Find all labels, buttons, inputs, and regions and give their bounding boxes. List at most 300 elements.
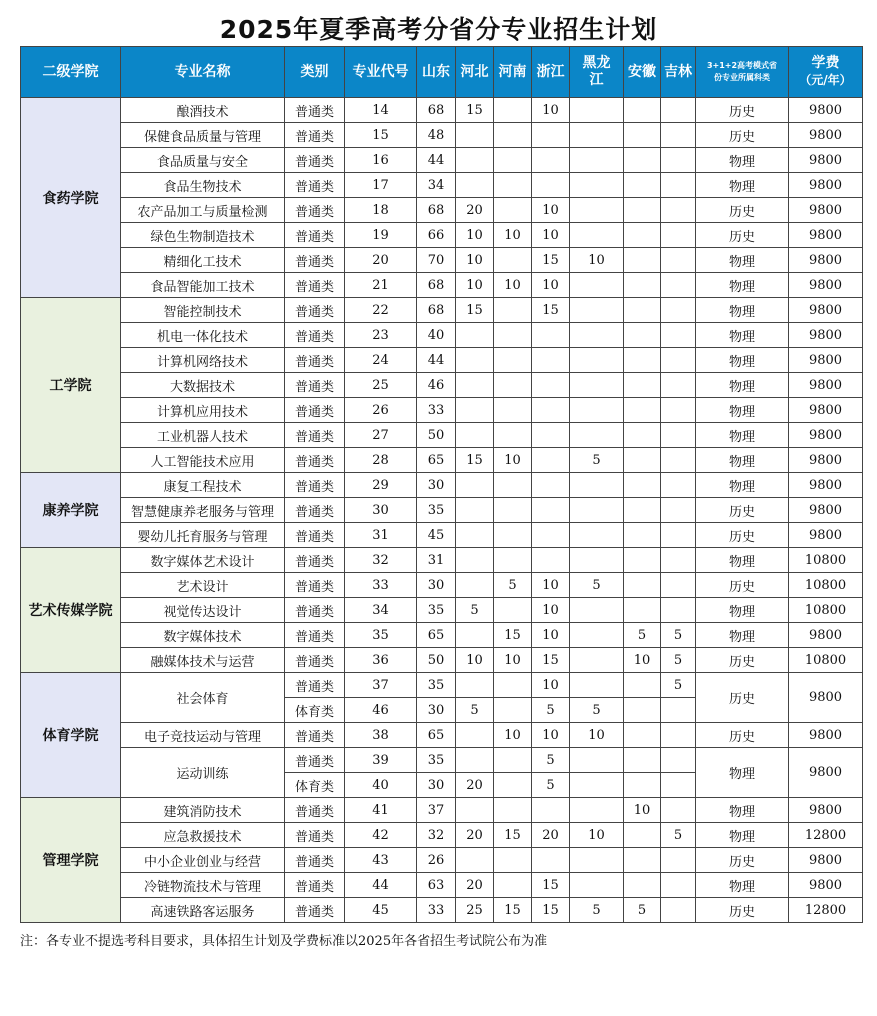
- subject-category: 物理: [696, 348, 789, 373]
- cell-zhejiang: 10: [532, 198, 570, 223]
- subject-category: 物理: [696, 748, 789, 798]
- header-heilongjiang-line1: 黑龙: [582, 55, 611, 71]
- subject-category: 历史: [696, 123, 789, 148]
- cell-zhejiang: [532, 123, 570, 148]
- cell-type: 体育类: [285, 773, 345, 798]
- tuition-fee: 10800: [789, 548, 863, 573]
- tuition-fee: 9800: [789, 498, 863, 523]
- subject-category: 物理: [696, 873, 789, 898]
- cell-type: 普通类: [285, 148, 345, 173]
- cell-shandong: 68: [417, 273, 456, 298]
- cell-shandong: 30: [417, 473, 456, 498]
- cell-zhejiang: [532, 848, 570, 873]
- cell-anhui: [624, 123, 661, 148]
- cell-heilongjiang: [570, 198, 624, 223]
- cell-zhejiang: 10: [532, 223, 570, 248]
- cell-anhui: [624, 148, 661, 173]
- cell-heilongjiang: [570, 348, 624, 373]
- subject-category: 物理: [696, 373, 789, 398]
- cell-henan: [494, 398, 532, 423]
- cell-zhejiang: [532, 798, 570, 823]
- cell-heilongjiang: [570, 748, 624, 773]
- cell-type: 普通类: [285, 123, 345, 148]
- cell-anhui: [624, 223, 661, 248]
- subject-category: 物理: [696, 823, 789, 848]
- cell-hebei: 5: [456, 598, 494, 623]
- tuition-fee: 9800: [789, 673, 863, 723]
- footnote: 注：各专业不提选考科目要求，具体招生计划及学费标准以2025年各省招生考试院公布为准: [20, 934, 548, 949]
- subject-category: 物理: [696, 598, 789, 623]
- cell-hebei: [456, 423, 494, 448]
- cell-type: 普通类: [285, 823, 345, 848]
- cell-shandong: 30: [417, 698, 456, 723]
- major-name: 高速铁路客运服务: [121, 898, 285, 923]
- cell-henan: [494, 423, 532, 448]
- cell-heilongjiang: [570, 473, 624, 498]
- cell-heilongjiang: [570, 623, 624, 648]
- table-row: [21, 398, 863, 423]
- cell-type: 普通类: [285, 598, 345, 623]
- cell-type: 普通类: [285, 323, 345, 348]
- cell-heilongjiang: [570, 273, 624, 298]
- cell-jilin: [661, 98, 696, 123]
- cell-heilongjiang: [570, 548, 624, 573]
- header-college: 二级学院: [21, 47, 121, 98]
- cell-shandong: 65: [417, 623, 456, 648]
- cell-jilin: [661, 198, 696, 223]
- cell-jilin: [661, 323, 696, 348]
- cell-jilin: [661, 848, 696, 873]
- cell-hebei: 20: [456, 773, 494, 798]
- table-body: [21, 98, 863, 923]
- cell-code: 22: [345, 298, 417, 323]
- major-name: 酿酒技术: [121, 98, 285, 123]
- cell-hebei: [456, 748, 494, 773]
- cell-hebei: 25: [456, 898, 494, 923]
- cell-zhejiang: 10: [532, 98, 570, 123]
- cell-shandong: 33: [417, 398, 456, 423]
- tuition-fee: 9800: [789, 473, 863, 498]
- cell-code: 16: [345, 148, 417, 173]
- major-name: 冷链物流技术与管理: [121, 873, 285, 898]
- cell-henan: 10: [494, 223, 532, 248]
- table-row: [21, 98, 863, 123]
- cell-heilongjiang: [570, 123, 624, 148]
- cell-henan: [494, 673, 532, 698]
- cell-zhejiang: [532, 473, 570, 498]
- subject-category: 历史: [696, 673, 789, 723]
- cell-jilin: [661, 173, 696, 198]
- header-subject-line1: 3+1+2高考模式省: [706, 61, 778, 70]
- tuition-fee: 9800: [789, 248, 863, 273]
- cell-hebei: 10: [456, 648, 494, 673]
- table-row: [21, 873, 863, 898]
- subject-category: 历史: [696, 898, 789, 923]
- cell-jilin: [661, 598, 696, 623]
- cell-code: 15: [345, 123, 417, 148]
- major-name: 智慧健康养老服务与管理: [121, 498, 285, 523]
- cell-anhui: [624, 673, 661, 698]
- subject-category: 物理: [696, 473, 789, 498]
- cell-hebei: 15: [456, 448, 494, 473]
- major-name: 食品质量与安全: [121, 148, 285, 173]
- header-subject-line2: 份专业所属科类: [714, 73, 770, 82]
- cell-code: 14: [345, 98, 417, 123]
- cell-hebei: [456, 848, 494, 873]
- cell-code: 27: [345, 423, 417, 448]
- cell-hebei: [456, 673, 494, 698]
- cell-type: 普通类: [285, 223, 345, 248]
- cell-anhui: [624, 598, 661, 623]
- table-row: [21, 848, 863, 873]
- cell-type: 普通类: [285, 548, 345, 573]
- cell-code: 29: [345, 473, 417, 498]
- cell-type: 普通类: [285, 798, 345, 823]
- cell-hebei: 10: [456, 248, 494, 273]
- cell-hebei: [456, 123, 494, 148]
- major-name: 人工智能技术应用: [121, 448, 285, 473]
- header-zhejiang: 浙江: [532, 47, 570, 98]
- major-name: 食品智能加工技术: [121, 273, 285, 298]
- cell-jilin: [661, 873, 696, 898]
- cell-heilongjiang: [570, 98, 624, 123]
- cell-zhejiang: 10: [532, 623, 570, 648]
- major-name: 视觉传达设计: [121, 598, 285, 623]
- cell-heilongjiang: [570, 298, 624, 323]
- cell-type: 普通类: [285, 373, 345, 398]
- cell-hebei: 20: [456, 823, 494, 848]
- cell-henan: [494, 598, 532, 623]
- cell-jilin: [661, 548, 696, 573]
- cell-zhejiang: 15: [532, 248, 570, 273]
- cell-anhui: [624, 448, 661, 473]
- cell-zhejiang: [532, 523, 570, 548]
- tuition-fee: 9800: [789, 848, 863, 873]
- cell-hebei: [456, 323, 494, 348]
- cell-anhui: [624, 398, 661, 423]
- cell-anhui: [624, 548, 661, 573]
- subject-category: 历史: [696, 648, 789, 673]
- cell-code: 43: [345, 848, 417, 873]
- subject-category: 历史: [696, 723, 789, 748]
- cell-jilin: 5: [661, 623, 696, 648]
- major-name: 应急救援技术: [121, 823, 285, 848]
- cell-jilin: [661, 448, 696, 473]
- cell-shandong: 50: [417, 423, 456, 448]
- tuition-fee: 9800: [789, 123, 863, 148]
- table-row: [21, 123, 863, 148]
- tuition-fee: 9800: [789, 423, 863, 448]
- major-name: 融媒体技术与运营: [121, 648, 285, 673]
- cell-anhui: 5: [624, 623, 661, 648]
- cell-jilin: [661, 798, 696, 823]
- table-row: [21, 173, 863, 198]
- subject-category: 物理: [696, 548, 789, 573]
- cell-zhejiang: [532, 148, 570, 173]
- cell-type: 普通类: [285, 448, 345, 473]
- cell-type: 普通类: [285, 648, 345, 673]
- cell-shandong: 30: [417, 773, 456, 798]
- cell-hebei: [456, 523, 494, 548]
- cell-jilin: [661, 723, 696, 748]
- cell-type: 普通类: [285, 873, 345, 898]
- header-major: 专业名称: [121, 47, 285, 98]
- cell-type: 普通类: [285, 498, 345, 523]
- subject-category: 历史: [696, 98, 789, 123]
- table-row: [21, 323, 863, 348]
- cell-henan: [494, 98, 532, 123]
- table-row: [21, 673, 863, 698]
- cell-henan: [494, 248, 532, 273]
- cell-henan: [494, 748, 532, 773]
- cell-henan: 15: [494, 898, 532, 923]
- cell-code: 23: [345, 323, 417, 348]
- subject-category: 物理: [696, 623, 789, 648]
- subject-category: 历史: [696, 523, 789, 548]
- cell-henan: 15: [494, 623, 532, 648]
- subject-category: 物理: [696, 148, 789, 173]
- cell-code: 24: [345, 348, 417, 373]
- cell-zhejiang: [532, 423, 570, 448]
- cell-hebei: 10: [456, 223, 494, 248]
- cell-code: 42: [345, 823, 417, 848]
- cell-shandong: 32: [417, 823, 456, 848]
- cell-jilin: [661, 523, 696, 548]
- cell-shandong: 68: [417, 198, 456, 223]
- cell-henan: 10: [494, 448, 532, 473]
- cell-zhejiang: 15: [532, 298, 570, 323]
- table-row: [21, 498, 863, 523]
- table-row: [21, 823, 863, 848]
- cell-shandong: 35: [417, 748, 456, 773]
- cell-type: 普通类: [285, 623, 345, 648]
- cell-type: 体育类: [285, 698, 345, 723]
- table-row: [21, 423, 863, 448]
- cell-henan: [494, 348, 532, 373]
- cell-hebei: [456, 498, 494, 523]
- cell-anhui: [624, 173, 661, 198]
- cell-hebei: [456, 548, 494, 573]
- tuition-fee: 9800: [789, 273, 863, 298]
- subject-category: 物理: [696, 323, 789, 348]
- cell-type: 普通类: [285, 848, 345, 873]
- cell-shandong: 35: [417, 673, 456, 698]
- cell-type: 普通类: [285, 473, 345, 498]
- cell-shandong: 26: [417, 848, 456, 873]
- subject-category: 历史: [696, 198, 789, 223]
- header-henan: 河南: [494, 47, 532, 98]
- cell-shandong: 65: [417, 448, 456, 473]
- table-row: [21, 523, 863, 548]
- tuition-fee: 9800: [789, 173, 863, 198]
- cell-shandong: 40: [417, 323, 456, 348]
- cell-henan: 15: [494, 823, 532, 848]
- header-shandong: 山东: [417, 47, 456, 98]
- tuition-fee: 10800: [789, 648, 863, 673]
- subject-category: 物理: [696, 798, 789, 823]
- cell-hebei: 15: [456, 98, 494, 123]
- cell-jilin: [661, 148, 696, 173]
- cell-heilongjiang: [570, 848, 624, 873]
- cell-hebei: [456, 623, 494, 648]
- cell-type: 普通类: [285, 523, 345, 548]
- cell-code: 44: [345, 873, 417, 898]
- cell-heilongjiang: [570, 373, 624, 398]
- cell-code: 36: [345, 648, 417, 673]
- cell-shandong: 44: [417, 148, 456, 173]
- cell-anhui: [624, 473, 661, 498]
- cell-heilongjiang: 5: [570, 698, 624, 723]
- cell-anhui: [624, 298, 661, 323]
- cell-anhui: 5: [624, 898, 661, 923]
- cell-shandong: 33: [417, 898, 456, 923]
- tuition-fee: 10800: [789, 598, 863, 623]
- major-name: 计算机应用技术: [121, 398, 285, 423]
- cell-type: 普通类: [285, 748, 345, 773]
- table-row: [21, 898, 863, 923]
- table-row: [21, 248, 863, 273]
- tuition-fee: 9800: [789, 323, 863, 348]
- cell-zhejiang: 10: [532, 573, 570, 598]
- subject-category: 历史: [696, 498, 789, 523]
- cell-hebei: [456, 723, 494, 748]
- cell-shandong: 50: [417, 648, 456, 673]
- cell-henan: [494, 123, 532, 148]
- cell-zhejiang: 10: [532, 673, 570, 698]
- major-name: 农产品加工与质量检测: [121, 198, 285, 223]
- cell-heilongjiang: 10: [570, 823, 624, 848]
- subject-category: 物理: [696, 273, 789, 298]
- college-name: 艺术传媒学院: [21, 548, 121, 673]
- table-row: [21, 723, 863, 748]
- cell-jilin: [661, 398, 696, 423]
- header-heilongjiang-line2: 江: [589, 72, 604, 88]
- cell-jilin: [661, 348, 696, 373]
- cell-anhui: [624, 823, 661, 848]
- cell-zhejiang: 10: [532, 598, 570, 623]
- cell-anhui: [624, 423, 661, 448]
- header-subject-category: [696, 47, 789, 98]
- tuition-fee: 9800: [789, 723, 863, 748]
- cell-code: 37: [345, 673, 417, 698]
- cell-heilongjiang: [570, 798, 624, 823]
- college-name: 食药学院: [21, 98, 121, 298]
- cell-zhejiang: [532, 398, 570, 423]
- cell-henan: 10: [494, 648, 532, 673]
- cell-code: 31: [345, 523, 417, 548]
- header-tuition-line1: 学费: [811, 55, 840, 71]
- cell-anhui: [624, 248, 661, 273]
- cell-anhui: [624, 373, 661, 398]
- cell-anhui: [624, 523, 661, 548]
- cell-henan: [494, 373, 532, 398]
- table-row: [21, 548, 863, 573]
- table-row: [21, 223, 863, 248]
- cell-hebei: [456, 798, 494, 823]
- cell-code: 21: [345, 273, 417, 298]
- cell-code: 18: [345, 198, 417, 223]
- cell-shandong: 65: [417, 723, 456, 748]
- cell-heilongjiang: [570, 148, 624, 173]
- major-name: 中小企业创业与经营: [121, 848, 285, 873]
- college-name: 体育学院: [21, 673, 121, 798]
- table-row: [21, 598, 863, 623]
- cell-zhejiang: 5: [532, 748, 570, 773]
- cell-jilin: [661, 898, 696, 923]
- cell-jilin: [661, 748, 696, 773]
- major-name: 工业机器人技术: [121, 423, 285, 448]
- header-jilin: 吉林: [661, 47, 696, 98]
- tuition-fee: 9800: [789, 348, 863, 373]
- cell-zhejiang: [532, 323, 570, 348]
- tuition-fee: 9800: [789, 98, 863, 123]
- table-row: [21, 298, 863, 323]
- table-row: [21, 623, 863, 648]
- cell-type: 普通类: [285, 273, 345, 298]
- cell-anhui: [624, 698, 661, 723]
- cell-henan: [494, 773, 532, 798]
- major-name: 计算机网络技术: [121, 348, 285, 373]
- tuition-fee: 9800: [789, 398, 863, 423]
- cell-hebei: [456, 398, 494, 423]
- cell-anhui: 10: [624, 648, 661, 673]
- cell-henan: [494, 148, 532, 173]
- cell-heilongjiang: [570, 873, 624, 898]
- cell-hebei: [456, 473, 494, 498]
- cell-anhui: [624, 573, 661, 598]
- cell-shandong: 46: [417, 373, 456, 398]
- cell-jilin: 5: [661, 673, 696, 698]
- cell-heilongjiang: 5: [570, 898, 624, 923]
- header-hebei: 河北: [456, 47, 494, 98]
- cell-type: 普通类: [285, 398, 345, 423]
- cell-jilin: [661, 698, 696, 723]
- cell-code: 33: [345, 573, 417, 598]
- cell-type: 普通类: [285, 173, 345, 198]
- cell-anhui: [624, 873, 661, 898]
- cell-henan: [494, 173, 532, 198]
- cell-jilin: [661, 573, 696, 598]
- cell-heilongjiang: [570, 173, 624, 198]
- cell-henan: [494, 198, 532, 223]
- cell-anhui: [624, 98, 661, 123]
- tuition-fee: 9800: [789, 298, 863, 323]
- college-name: 管理学院: [21, 798, 121, 923]
- subject-category: 物理: [696, 248, 789, 273]
- subject-category: 物理: [696, 173, 789, 198]
- cell-henan: [494, 873, 532, 898]
- cell-code: 19: [345, 223, 417, 248]
- major-name: 绿色生物制造技术: [121, 223, 285, 248]
- cell-jilin: 5: [661, 648, 696, 673]
- cell-hebei: 20: [456, 198, 494, 223]
- cell-henan: [494, 498, 532, 523]
- cell-zhejiang: 5: [532, 698, 570, 723]
- cell-hebei: [456, 148, 494, 173]
- tuition-fee: 12800: [789, 898, 863, 923]
- tuition-fee: 9800: [789, 748, 863, 798]
- subject-category: 物理: [696, 448, 789, 473]
- subject-category: 物理: [696, 398, 789, 423]
- cell-hebei: [456, 173, 494, 198]
- cell-shandong: 70: [417, 248, 456, 273]
- cell-type: 普通类: [285, 423, 345, 448]
- cell-jilin: [661, 298, 696, 323]
- major-name: 智能控制技术: [121, 298, 285, 323]
- cell-henan: [494, 523, 532, 548]
- cell-code: 17: [345, 173, 417, 198]
- cell-jilin: [661, 123, 696, 148]
